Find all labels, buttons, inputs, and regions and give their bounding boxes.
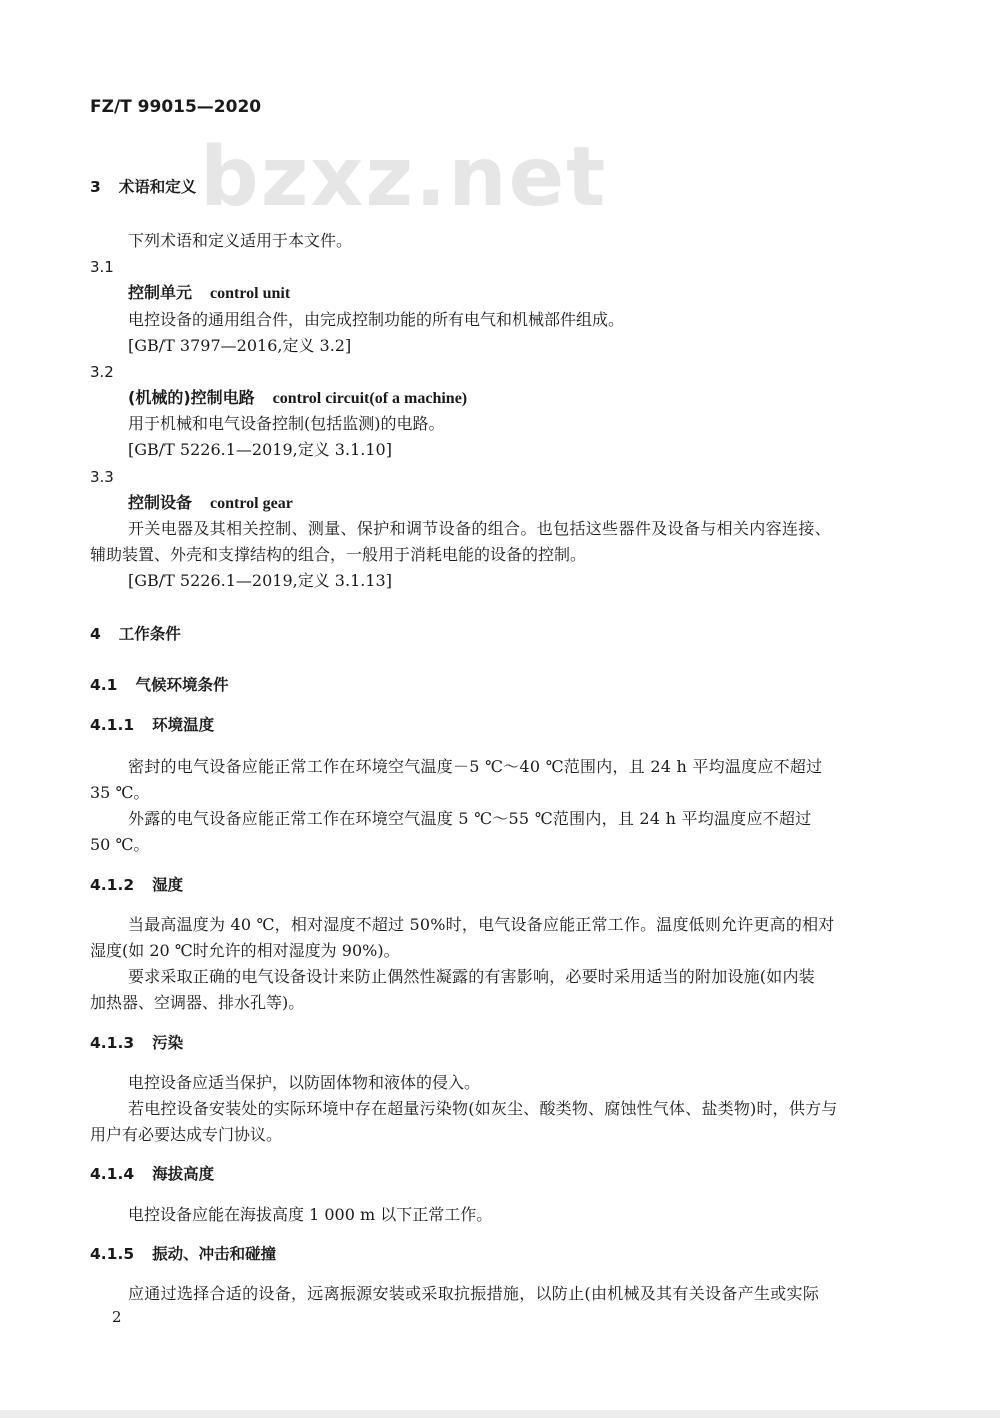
pollution-para-2-line-1: 若电控设备安装处的实际环境中存在超量污染物(如灰尘、酸类物、腐蚀性气体、盐类物)时，供方与: [128, 1099, 838, 1118]
page-edge: [0, 1410, 1000, 1418]
humidity-para-1-line-1: 当最高温度为 40 ℃，相对湿度不超过 50%时，电气设备应能正常工作。温度低则允许更高的相对: [128, 915, 835, 934]
page-number: 2: [112, 1308, 122, 1326]
section-4-1-5-heading: 4.1.5 振动、冲击和碰撞: [90, 1245, 277, 1263]
section-3-heading: 3 术语和定义: [90, 178, 197, 196]
section-4-1-2-heading: 4.1.2 湿度: [90, 876, 184, 894]
section-4-heading: 4 工作条件: [90, 625, 181, 643]
term-3-1-source: [GB/T 3797—2016,定义 3.2]: [128, 336, 352, 355]
temperature-para-2-line-1: 外露的电气设备应能正常工作在环境空气温度 5 ℃～55 ℃范围内，且 24 h 平均温度应不超过: [128, 809, 812, 828]
section-3-intro: 下列术语和定义适用于本文件。: [128, 231, 353, 250]
term-3-2-number: 3.2: [90, 363, 114, 381]
watermark: bzxz.net: [200, 130, 608, 225]
section-4-1-3-heading: 4.1.3 污染: [90, 1034, 184, 1052]
term-3-3-number: 3.3: [90, 468, 114, 486]
section-4-1-4-heading: 4.1.4 海拔高度: [90, 1165, 215, 1183]
term-3-2-title: (机械的)控制电路 control circuit(of a machine): [128, 388, 468, 407]
altitude-para: 电控设备应能在海拔高度 1 000 m 以下正常工作。: [128, 1205, 493, 1224]
temperature-para-1-line-1: 密封的电气设备应能正常工作在环境空气温度－5 ℃～40 ℃范围内，且 24 h 平均温度应不超过: [128, 757, 823, 776]
vibration-para-line-1: 应通过选择合适的设备，远离振源安装或采取抗振措施，以防止(由机械及其有关设备产生或实际: [128, 1284, 820, 1303]
term-3-1-number: 3.1: [90, 258, 114, 276]
term-3-2-definition: 用于机械和电气设备控制(包括监测)的电路。: [128, 414, 445, 433]
section-4-1-1-heading: 4.1.1 环境温度: [90, 716, 215, 734]
term-3-3-definition-line-2: 辅助装置、外壳和支撑结构的组合，一般用于消耗电能的设备的控制。: [90, 545, 587, 564]
humidity-para-2-line-1: 要求采取正确的电气设备设计来防止偶然性凝露的有害影响，必要时采用适当的附加设施(如内装: [128, 967, 815, 986]
term-3-1-definition: 电控设备的通用组合件，由完成控制功能的所有电气和机械部件组成。: [128, 310, 625, 329]
standard-code: FZ/T 99015—2020: [90, 97, 262, 117]
humidity-para-2-line-2: 加热器、空调器、排水孔等)。: [90, 993, 305, 1012]
term-3-3-definition-line-1: 开关电器及其相关控制、测量、保护和调节设备的组合。也包括这些器件及设备与相关内容连接、: [128, 519, 832, 538]
temperature-para-2-line-2: 50 ℃。: [90, 835, 150, 854]
term-3-1-title: 控制单元 control unit: [128, 283, 291, 302]
section-4-1-heading: 4.1 气候环境条件: [90, 676, 229, 694]
humidity-para-1-line-2: 湿度(如 20 ℃时允许的相对湿度为 90%)。: [90, 941, 400, 960]
term-3-3-source: [GB/T 5226.1—2019,定义 3.1.13]: [128, 571, 392, 590]
pollution-para-2-line-2: 用户有必要达成专门协议。: [90, 1125, 283, 1144]
temperature-para-1-line-2: 35 ℃。: [90, 783, 150, 802]
pollution-para-1: 电控设备应适当保护，以防固体物和液体的侵入。: [128, 1073, 481, 1092]
term-3-2-source: [GB/T 5226.1—2019,定义 3.1.10]: [128, 440, 392, 459]
term-3-3-title: 控制设备 control gear: [128, 493, 293, 512]
